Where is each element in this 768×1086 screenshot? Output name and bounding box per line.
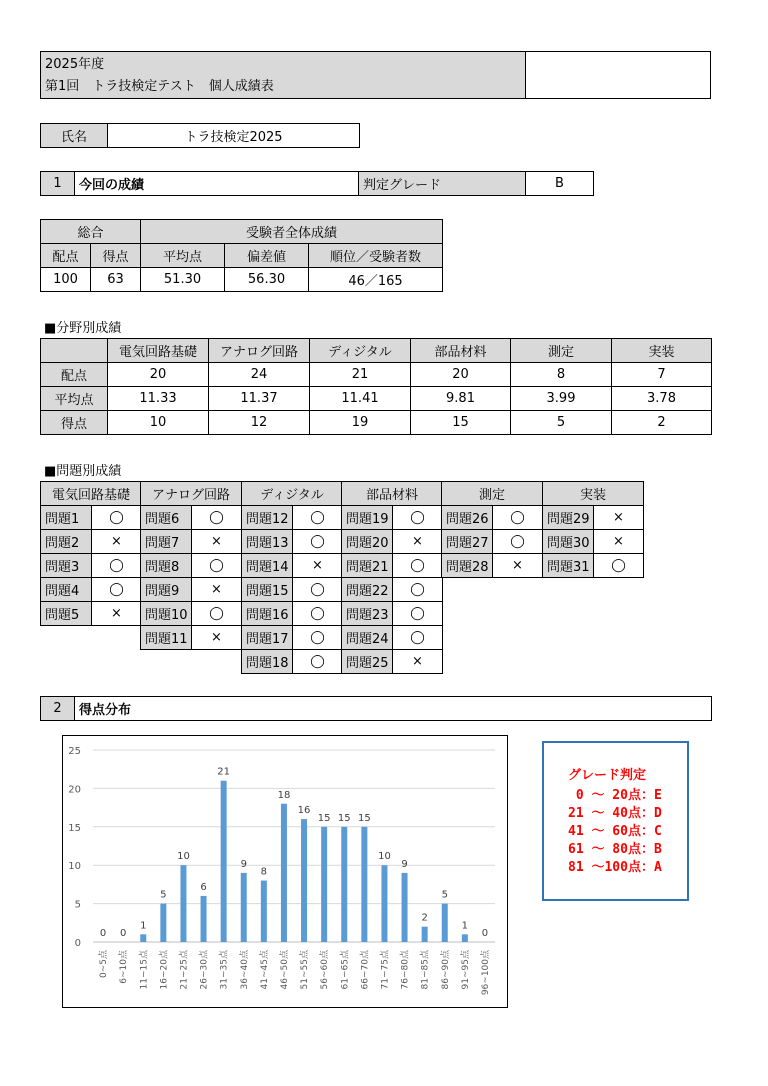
max-value: 100 [41, 268, 91, 292]
bar [201, 896, 207, 942]
question-group-table [241, 481, 343, 674]
question-result: × [92, 530, 142, 554]
grade-label: 判定グレード [359, 172, 526, 196]
x-tick-label: 36~40点 [239, 950, 250, 990]
question-number: 問題20 [342, 530, 393, 554]
question-number: 問題30 [543, 530, 594, 554]
question-group-table [441, 481, 543, 578]
field-cell: 19 [310, 411, 411, 435]
question-number: 問題26 [442, 506, 493, 530]
field-header: 電気回路基礎 [108, 339, 209, 363]
x-tick-label: 11~15点 [139, 950, 150, 990]
report-header-blank [526, 52, 710, 98]
data-label: 2 [421, 912, 428, 924]
question-number: 問題11 [141, 626, 192, 650]
question-number: 問題21 [342, 554, 393, 578]
x-tick-label: 46~50点 [279, 950, 290, 990]
field-cell: 20 [108, 363, 209, 387]
bar [361, 827, 367, 942]
report-header [40, 51, 711, 99]
x-tick-label: 41~45点 [259, 950, 270, 990]
data-label: 1 [140, 920, 147, 932]
bar [281, 804, 287, 942]
question-group-header: アナログ回路 [141, 482, 242, 506]
data-label: 15 [337, 812, 351, 824]
question-result: ◯ [393, 554, 443, 578]
data-label: 10 [378, 851, 391, 863]
bar [140, 934, 146, 942]
field-cell: 8 [511, 363, 612, 387]
question-result: ◯ [293, 506, 343, 530]
report-title: 第1回 トラ技検定テスト 個人成績表 [45, 79, 274, 94]
question-result: × [594, 530, 644, 554]
question-number: 問題5 [41, 602, 92, 626]
bar [160, 904, 166, 942]
field-cell: 24 [209, 363, 310, 387]
x-tick-label: 0~5点 [99, 950, 110, 978]
question-result: × [293, 554, 343, 578]
question-result: × [393, 530, 443, 554]
section1-title: 今回の成績 [75, 172, 359, 196]
question-group-table [40, 481, 142, 626]
grade-line-b: 61 ～ 80点：B [568, 842, 662, 857]
question-number: 問題1 [41, 506, 92, 530]
field-cell: 2 [612, 411, 712, 435]
bar [442, 904, 448, 942]
all-header: 受験者全体成績 [141, 220, 443, 244]
field-header: 部品材料 [411, 339, 511, 363]
dev-value: 56.30 [225, 268, 309, 292]
data-label: 5 [160, 889, 167, 901]
field-cell: 21 [310, 363, 411, 387]
question-result: × [192, 578, 242, 602]
field-table [40, 338, 712, 435]
question-result: ◯ [393, 506, 443, 530]
field-header: ディジタル [310, 339, 411, 363]
question-result: ◯ [192, 506, 242, 530]
question-result: × [192, 626, 242, 650]
data-label: 9 [401, 858, 408, 870]
x-tick-label: 6~10点 [119, 950, 130, 984]
field-header: 実装 [612, 339, 712, 363]
col-score: 得点 [91, 244, 141, 268]
question-number: 問題2 [41, 530, 92, 554]
question-group-header: 測定 [442, 482, 543, 506]
field-corner [41, 339, 108, 363]
grade-value: B [526, 172, 594, 196]
question-result: × [493, 554, 543, 578]
field-row-label: 平均点 [41, 387, 108, 411]
bar [301, 819, 307, 942]
question-number: 問題8 [141, 554, 192, 578]
field-header: アナログ回路 [209, 339, 310, 363]
data-label: 15 [317, 812, 331, 824]
question-number: 問題3 [41, 554, 92, 578]
question-group-header: 部品材料 [342, 482, 443, 506]
x-tick-label: 86~90点 [440, 950, 451, 990]
summary-table [40, 219, 443, 292]
bar [221, 781, 227, 942]
data-label: 9 [240, 858, 247, 870]
question-result: ◯ [192, 602, 242, 626]
x-tick-label: 81~85点 [420, 950, 431, 990]
question-number: 問題24 [342, 626, 393, 650]
name-label: 氏名 [41, 124, 108, 148]
question-number: 問題23 [342, 602, 393, 626]
x-tick-label: 21~25点 [179, 950, 190, 990]
y-tick-label: 25 [68, 746, 81, 757]
data-label: 16 [297, 805, 311, 817]
field-cell: 11.37 [209, 387, 310, 411]
x-tick-label: 91~95点 [460, 950, 471, 990]
x-tick-label: 16~20点 [159, 950, 170, 990]
field-header: 測定 [511, 339, 612, 363]
section1-bar [40, 171, 594, 196]
question-number: 問題29 [543, 506, 594, 530]
avg-value: 51.30 [141, 268, 225, 292]
question-result: ◯ [92, 554, 142, 578]
question-number: 問題19 [342, 506, 393, 530]
field-cell: 3.78 [612, 387, 712, 411]
question-number: 問題31 [543, 554, 594, 578]
question-result: × [92, 602, 142, 626]
section2-bar [40, 696, 712, 721]
x-tick-label: 56~60点 [320, 950, 331, 990]
data-label: 18 [277, 789, 291, 801]
chart-svg [63, 736, 509, 1009]
question-result: ◯ [293, 530, 343, 554]
question-result: ◯ [293, 578, 343, 602]
x-tick-label: 71~75点 [380, 950, 391, 990]
question-group-header: ディジタル [242, 482, 343, 506]
question-result: ◯ [493, 506, 543, 530]
bar [241, 873, 247, 942]
question-result: ◯ [393, 626, 443, 650]
field-caption: ■分野別成績 [44, 321, 122, 336]
section2-title: 得点分布 [75, 697, 712, 721]
field-cell: 3.99 [511, 387, 612, 411]
grade-line-a: 81 ～100点：A [568, 860, 662, 875]
field-cell: 9.81 [411, 387, 511, 411]
col-dev: 偏差値 [225, 244, 309, 268]
x-tick-label: 61~65点 [340, 950, 351, 990]
data-label: 5 [441, 889, 448, 901]
question-number: 問題27 [442, 530, 493, 554]
field-cell: 11.33 [108, 387, 209, 411]
question-result: ◯ [192, 554, 242, 578]
grade-legend-title: グレード判定 [568, 768, 647, 783]
question-result: × [393, 650, 443, 674]
x-tick-label: 51~55点 [300, 950, 311, 990]
question-group-table [140, 481, 242, 650]
rank-value: 46／165 [309, 268, 443, 292]
section1-number: 1 [41, 172, 75, 196]
bar [180, 865, 186, 942]
question-result: ◯ [92, 578, 142, 602]
bar [422, 927, 428, 942]
x-tick-label: 26~30点 [199, 950, 210, 990]
question-number: 問題16 [242, 602, 293, 626]
col-avg: 平均点 [141, 244, 225, 268]
question-number: 問題10 [141, 602, 192, 626]
data-label: 15 [357, 812, 371, 824]
data-label: 10 [177, 851, 190, 863]
field-cell: 10 [108, 411, 209, 435]
data-label: 1 [461, 920, 469, 932]
report-year: 2025年度 [45, 57, 105, 72]
name-value: トラ技検定2025 [108, 124, 360, 148]
data-label: 0 [119, 928, 127, 939]
x-tick-label: 96~100点 [480, 950, 491, 996]
report-title-cell [41, 52, 526, 98]
question-number: 問題22 [342, 578, 393, 602]
grade-line-d: 21 ～ 40点：D [568, 806, 662, 821]
field-cell: 11.41 [310, 387, 411, 411]
data-label: 0 [481, 928, 489, 939]
question-result: × [192, 530, 242, 554]
question-number: 問題6 [141, 506, 192, 530]
question-result: ◯ [293, 650, 343, 674]
question-result: ◯ [293, 626, 343, 650]
question-result: ◯ [393, 602, 443, 626]
score-distribution-chart [62, 735, 508, 1008]
data-label: 8 [260, 866, 268, 878]
data-label: 6 [200, 881, 207, 893]
question-group-header: 電気回路基礎 [41, 482, 142, 506]
data-label: 0 [99, 928, 107, 939]
question-number: 問題13 [242, 530, 293, 554]
bar [402, 873, 408, 942]
field-cell: 12 [209, 411, 310, 435]
question-result: × [594, 506, 644, 530]
field-row-label: 配点 [41, 363, 108, 387]
grade-line-c: 41 ～ 60点：C [568, 824, 662, 839]
question-number: 問題14 [242, 554, 293, 578]
question-group-table [341, 481, 443, 674]
total-header: 総合 [41, 220, 141, 244]
x-tick-label: 76~80点 [400, 950, 411, 990]
question-result: ◯ [293, 602, 343, 626]
question-result: ◯ [92, 506, 142, 530]
bar [462, 934, 468, 942]
bar [321, 827, 327, 942]
grade-legend [542, 741, 689, 901]
question-result: ◯ [393, 578, 443, 602]
name-table [40, 123, 360, 148]
y-tick-label: 5 [74, 899, 81, 911]
question-number: 問題7 [141, 530, 192, 554]
question-number: 問題12 [242, 506, 293, 530]
questions-caption: ■問題別成績 [44, 464, 122, 479]
y-tick-label: 10 [68, 861, 81, 873]
field-cell: 7 [612, 363, 712, 387]
x-tick-label: 31~35点 [219, 950, 230, 990]
data-label: 21 [217, 766, 231, 778]
field-row-label: 得点 [41, 411, 108, 435]
field-cell: 20 [411, 363, 511, 387]
question-number: 問題18 [242, 650, 293, 674]
section2-number: 2 [41, 697, 75, 721]
bar [261, 881, 267, 942]
question-number: 問題25 [342, 650, 393, 674]
y-tick-label: 15 [68, 822, 81, 834]
field-cell: 15 [411, 411, 511, 435]
question-number: 問題28 [442, 554, 493, 578]
y-tick-label: 20 [68, 784, 81, 796]
x-tick-label: 66~70点 [360, 950, 371, 990]
question-number: 問題4 [41, 578, 92, 602]
score-value: 63 [91, 268, 141, 292]
field-cell: 5 [511, 411, 612, 435]
grade-line-e: 0 ～ 20点：E [568, 788, 662, 803]
question-group-header: 実装 [543, 482, 644, 506]
question-number: 問題15 [242, 578, 293, 602]
question-group-table [542, 481, 644, 578]
question-number: 問題9 [141, 578, 192, 602]
col-max: 配点 [41, 244, 91, 268]
col-rank: 順位／受験者数 [309, 244, 443, 268]
y-tick-label: 0 [74, 938, 81, 949]
bar [341, 827, 347, 942]
question-number: 問題17 [242, 626, 293, 650]
question-result: ◯ [594, 554, 644, 578]
bar [381, 865, 387, 942]
question-result: ◯ [493, 530, 543, 554]
